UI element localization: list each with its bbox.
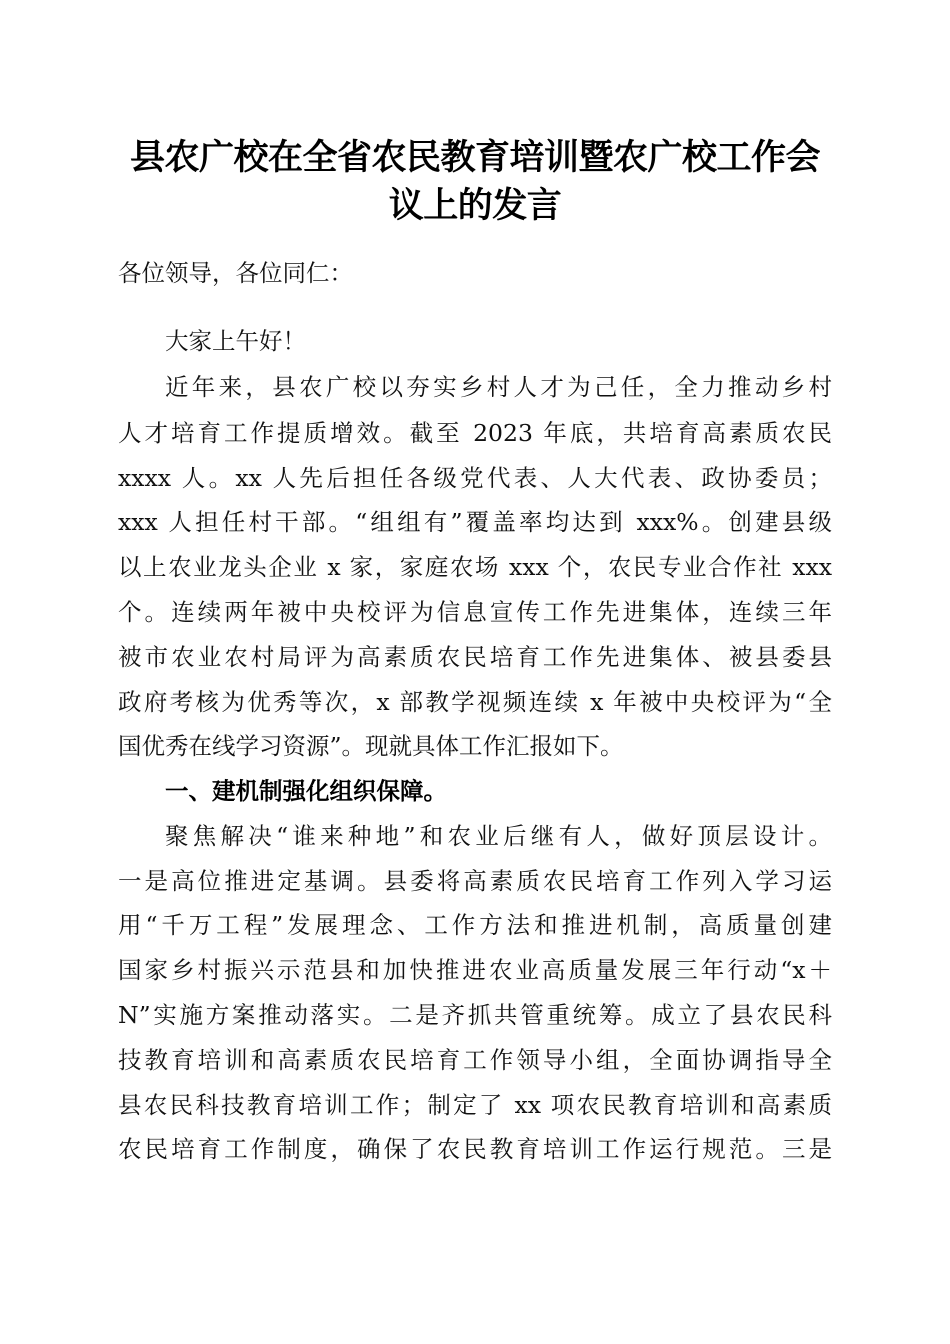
section1-paragraph-line: 县农民科技教育培训工作；制定了 xx 项农民教育培训和高素质 bbox=[118, 1091, 832, 1119]
section1-paragraph-line: 一是高位推进定基调。县委将高素质农民培育工作列入学习运 bbox=[118, 867, 832, 895]
section1-paragraph-line: 技教育培训和高素质农民培育工作领导小组，全面协调指导全 bbox=[118, 1046, 832, 1074]
intro-paragraph-line: 个。连续两年被中央校评为信息宣传工作先进集体，连续三年 bbox=[118, 598, 832, 626]
section-heading-1: 一、建机制强化组织保障。 bbox=[165, 777, 447, 805]
intro-paragraph-line: 人才培育工作提质增效。截至 2023 年底，共培育高素质农民 bbox=[118, 419, 832, 447]
section1-paragraph-line: N”实施方案推动落实。二是齐抓共管重统筹。成立了县农民科 bbox=[118, 1001, 832, 1029]
document-title-line-1: 县农广校在全省农民教育培训暨农广校工作会 bbox=[129, 138, 820, 178]
section1-paragraph-line: 农民培育工作制度，确保了农民教育培训工作运行规范。三是 bbox=[118, 1135, 832, 1163]
salutation: 各位领导，各位同仁： bbox=[118, 259, 353, 287]
intro-paragraph-line: 近年来，县农广校以夯实乡村人才为己任，全力推动乡村 bbox=[165, 373, 832, 401]
section1-paragraph-line: 聚焦解决“谁来种地”和农业后继有人，做好顶层设计。 bbox=[165, 822, 832, 850]
intro-paragraph-line: 以上农业龙头企业 x 家，家庭农场 xxx 个，农民专业合作社 xxx bbox=[118, 553, 832, 581]
intro-paragraph-line: xxxx 人。xx 人先后担任各级党代表、人大代表、政协委员； bbox=[118, 464, 832, 492]
greeting: 大家上午好！ bbox=[165, 327, 306, 355]
document-title-line-2: 议上的发言 bbox=[388, 186, 562, 226]
section1-paragraph-line: 国家乡村振兴示范县和加快推进农业高质量发展三年行动“x＋ bbox=[118, 956, 832, 984]
intro-paragraph-line: 被市农业农村局评为高素质农民培育工作先进集体、被县委县 bbox=[118, 643, 832, 671]
intro-paragraph-line: 政府考核为优秀等次，x 部教学视频连续 x 年被中央校评为“全 bbox=[118, 688, 832, 716]
intro-paragraph-line: xxx 人担任村干部。“组组有”覆盖率均达到 xxx%。创建县级 bbox=[118, 508, 832, 536]
intro-paragraph-line: 国优秀在线学习资源”。现就具体工作汇报如下。 bbox=[118, 732, 624, 760]
section1-paragraph-line: 用“千万工程”发展理念、工作方法和推进机制，高质量创建 bbox=[118, 911, 832, 939]
